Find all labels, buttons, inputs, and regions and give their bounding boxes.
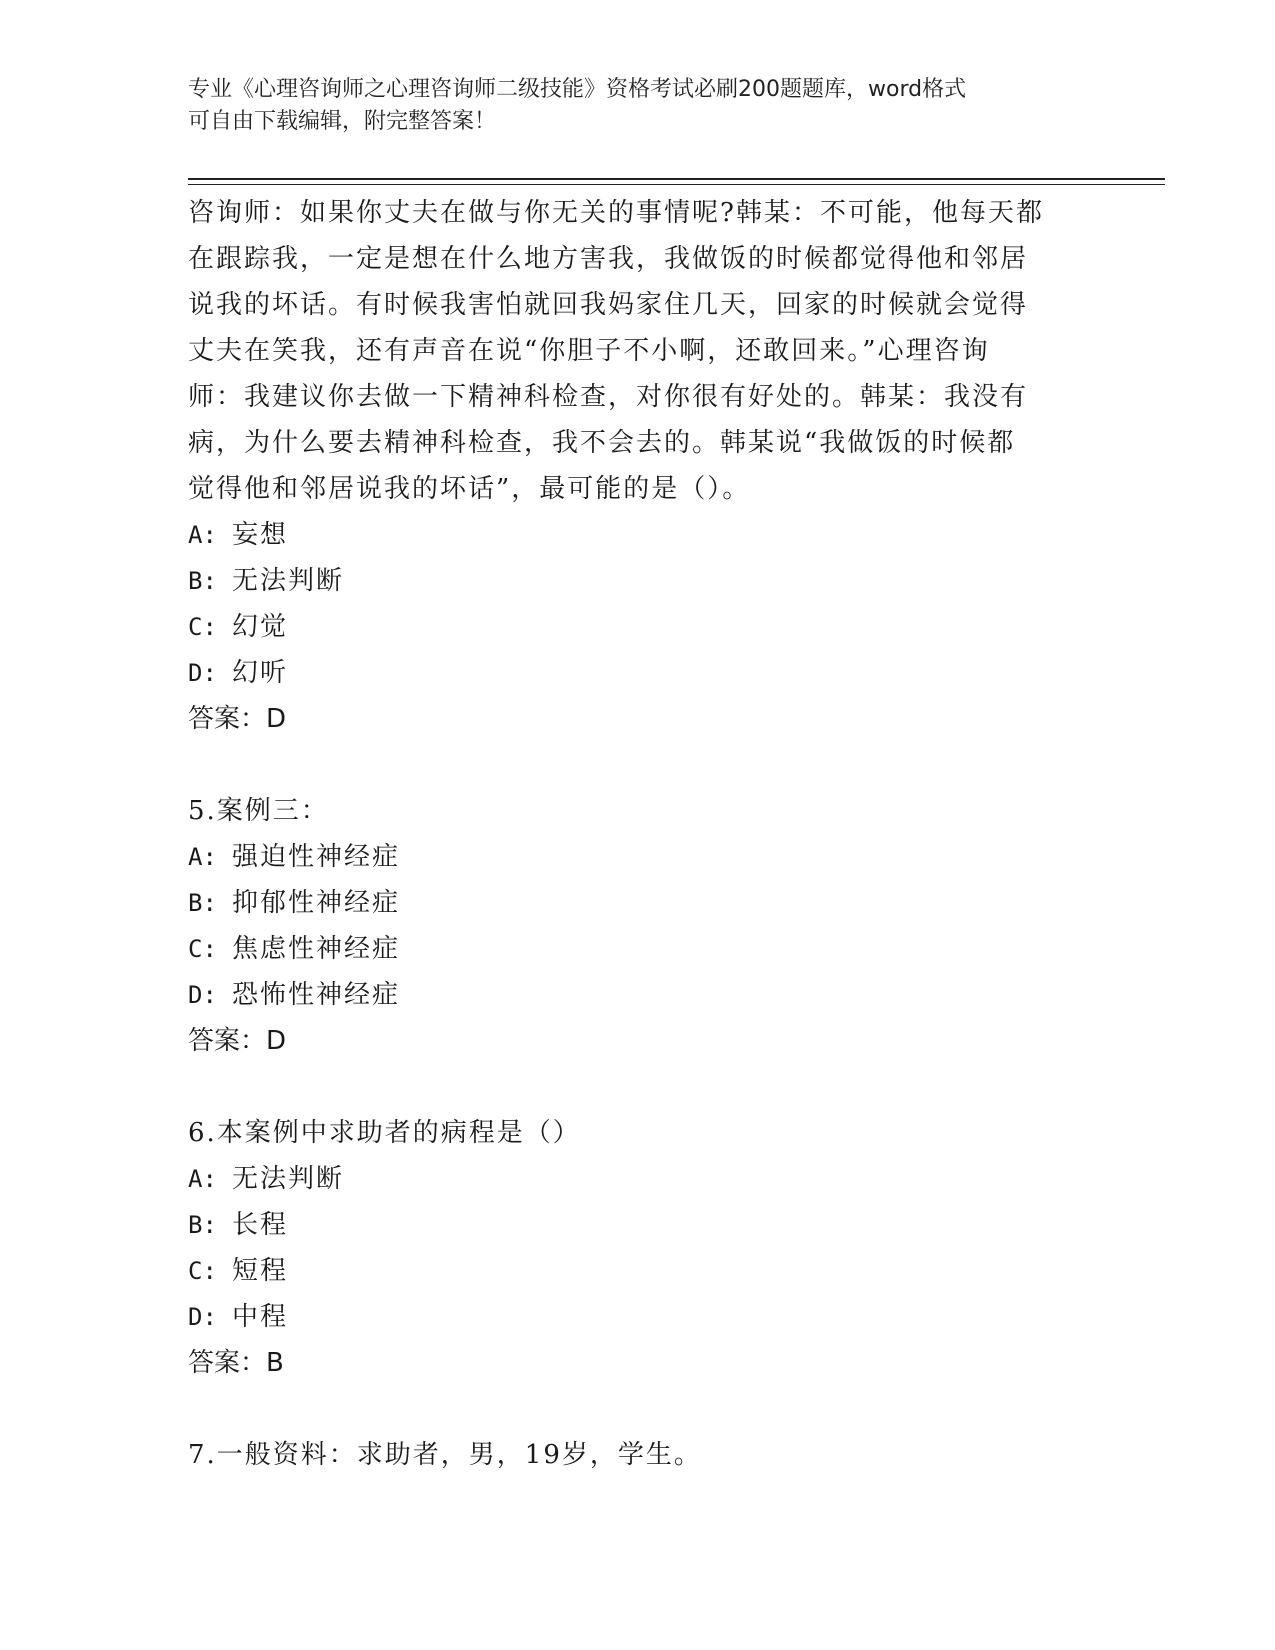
option-text: 抑郁性神经症 (232, 888, 401, 918)
option-letter: D: (188, 1303, 217, 1331)
option-b (188, 880, 1088, 926)
option-text: 焦虑性神经症 (232, 934, 401, 964)
spacer (188, 1386, 1088, 1432)
document-header (188, 74, 1088, 138)
option-letter: C: (188, 613, 217, 641)
question-title: 7.一般资料：求助者，男，19岁，学生。 (188, 1440, 702, 1470)
option-letter: C: (188, 1257, 217, 1285)
option-c (188, 926, 1088, 972)
document-body (188, 190, 1088, 1478)
option-letter: B: (188, 889, 217, 917)
answer-line: 答案：D (188, 704, 287, 734)
option-a (188, 1156, 1088, 1202)
question-title: 5.案例三： (188, 796, 329, 826)
question-text-line: 说我的坏话。有时候我害怕就回我妈家住几天，回家的时候就会觉得 (188, 290, 1029, 320)
question-text-line: 丈夫在笑我，还有声音在说“你胆子不小啊，还敢回来。”心理咨询 (188, 336, 990, 366)
option-text: 恐怖性神经症 (232, 980, 401, 1010)
question-4-text (188, 190, 1088, 512)
spacer (188, 1064, 1088, 1110)
option-d (188, 1294, 1088, 1340)
option-text: 短程 (232, 1256, 289, 1286)
option-letter: A: (188, 521, 217, 549)
question-text-line: 咨询师：如果你丈夫在做与你无关的事情呢?韩某：不可能，他每天都 (188, 198, 1044, 228)
option-d (188, 972, 1088, 1018)
option-text: 妄想 (232, 520, 289, 550)
option-b (188, 558, 1088, 604)
option-a (188, 512, 1088, 558)
option-a (188, 834, 1088, 880)
option-text: 幻觉 (232, 612, 289, 642)
option-letter: A: (188, 843, 217, 871)
header-line-1: 专业《心理咨询师之心理咨询师二级技能》资格考试必刷200题题库，word格式 (188, 77, 967, 102)
option-text: 无法判断 (232, 1164, 345, 1194)
question-6 (188, 1110, 1088, 1386)
option-letter: D: (188, 659, 217, 687)
option-letter: A: (188, 1165, 217, 1193)
question-text-line: 病，为什么要去精神科检查，我不会去的。韩某说“我做饭的时候都 (188, 428, 1016, 458)
header-divider-top (188, 178, 1165, 180)
option-text: 中程 (232, 1302, 289, 1332)
option-letter: C: (188, 935, 217, 963)
option-letter: B: (188, 567, 217, 595)
question-5 (188, 788, 1088, 1064)
question-7 (188, 1432, 1088, 1478)
option-text: 无法判断 (232, 566, 345, 596)
question-text-line: 师：我建议你去做一下精神科检查，对你很有好处的。韩某：我没有 (188, 382, 1029, 412)
question-title: 6.本案例中求助者的病程是（） (188, 1118, 581, 1148)
question-4 (188, 190, 1088, 742)
option-text: 强迫性神经症 (232, 842, 401, 872)
option-text: 长程 (232, 1210, 289, 1240)
header-divider-bottom (188, 184, 1165, 185)
option-letter: B: (188, 1211, 217, 1239)
option-c (188, 604, 1088, 650)
spacer (188, 742, 1088, 788)
option-text: 幻听 (232, 658, 289, 688)
answer-line: 答案：B (188, 1348, 284, 1378)
question-text-line: 在跟踪我，一定是想在什么地方害我，我做饭的时候都觉得他和邻居 (188, 244, 1029, 274)
option-b (188, 1202, 1088, 1248)
header-line-2: 可自由下载编辑，附完整答案！ (188, 109, 497, 134)
option-d (188, 650, 1088, 696)
option-letter: D: (188, 981, 217, 1009)
answer-line: 答案：D (188, 1026, 287, 1056)
question-text-line: 觉得他和邻居说我的坏话”，最可能的是（）。 (188, 474, 751, 504)
option-c (188, 1248, 1088, 1294)
